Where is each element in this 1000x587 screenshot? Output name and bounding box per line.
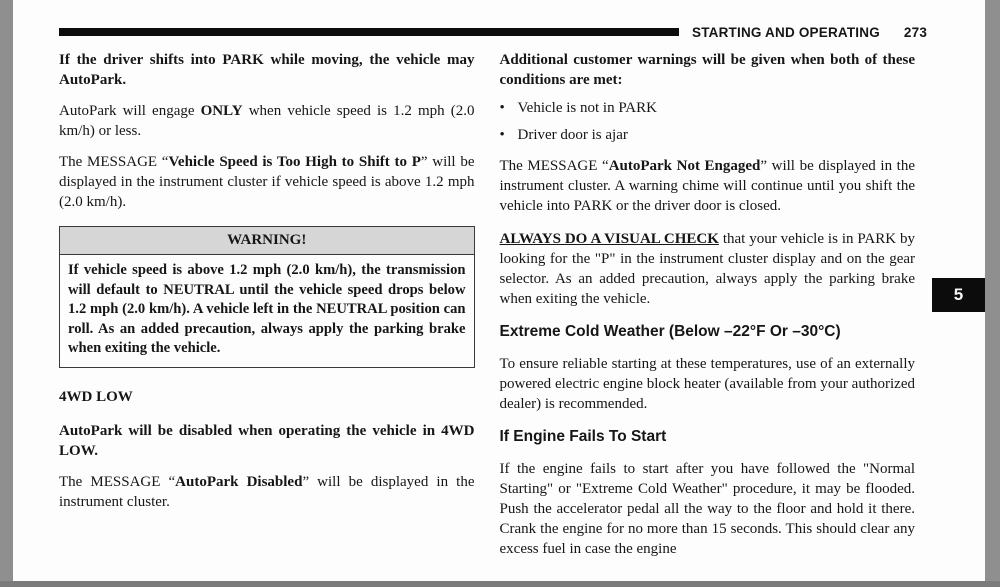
paragraph-speed-message: The MESSAGE “Vehicle Speed is Too High to Shift to P” will be displayed in the instrument cluster if vehicle speed is above 1.2 mph (2.0 km/h). [59, 154, 475, 210]
list-item-text: Driver door is ajar [517, 127, 628, 143]
conditions-list [500, 98, 916, 145]
list-item [500, 98, 916, 118]
paragraph-engage-only: AutoPark will engage ONLY when vehicle speed is 1.2 mph (2.0 km/h) or less. [59, 103, 475, 139]
list-item-text: Vehicle is not in PARK [517, 100, 657, 116]
paragraph-additional-warnings: Additional customer warnings will be given when both of these conditions are met: [499, 52, 915, 88]
chapter-title: STARTING AND OPERATING [692, 24, 880, 40]
bullet-icon: • [499, 127, 505, 143]
header-rule-bar [59, 28, 679, 36]
paragraph-autopark-shift: If the driver shifts into PARK while moving, the vehicle may AutoPark. [59, 52, 475, 88]
warning-body: If vehicle speed is above 1.2 mph (2.0 km/h), the transmission will default to NEUTRAL until the vehicle speed drops below 1.2 mph (2.0 km/h). A vehicle left in the NEUTRAL position can roll. As an added precaution, always apply the parking brake when exiting the vehicle. [68, 262, 466, 356]
left-column [59, 50, 475, 570]
right-column [500, 50, 916, 570]
chapter-tab-5 [932, 278, 985, 312]
page-bottom-edge [0, 581, 1000, 587]
warning-title: WARNING! [60, 227, 474, 255]
bullet-icon: • [499, 100, 505, 116]
paragraph-autopark-disabled-4wd: AutoPark will be disabled when operating the vehicle in 4WD LOW. [59, 422, 475, 459]
chapter-tab-label: 5 [953, 285, 964, 304]
list-item [500, 125, 916, 145]
heading-extreme-cold-weather: Extreme Cold Weather (Below –22°F Or –30°C) [499, 323, 841, 340]
heading-4wd-low: 4WD LOW [59, 388, 133, 405]
heading-engine-fails: If Engine Fails To Start [499, 428, 667, 445]
paragraph-block-heater: To ensure reliable starting at these temperatures, use of an externally powered electric engine block heater (available from your authorized dealer) is recommended. [499, 356, 915, 412]
page-header [59, 22, 928, 42]
paragraph-disabled-message: The MESSAGE “AutoPark Disabled” will be displayed in the instrument cluster. [59, 473, 475, 510]
page-number: 273 [903, 24, 928, 40]
warning-box [59, 226, 475, 368]
page-body [59, 50, 915, 570]
paragraph-not-engaged-message: The MESSAGE “AutoPark Not Engaged” will be displayed in the instrument cluster. A warning chime will continue until you shift the vehicle into PARK or the driver door is closed. [499, 158, 915, 214]
paragraph-visual-check: ALWAYS DO A VISUAL CHECK that your vehicle is in PARK by looking for the "P" in the instrument cluster display and on the gear selector. As an added precaution, always apply the parking brake when exiting the vehicle. [499, 231, 915, 307]
paragraph-engine-flooded: If the engine fails to start after you have followed the "Normal Starting" or "Extreme Cold Weather" procedure, it may be flooded. Push the accelerator pedal all the way to the floor and hold it there. Crank the engine for no more than 15 seconds. This should clear any excess fuel in case the engine [499, 461, 915, 557]
